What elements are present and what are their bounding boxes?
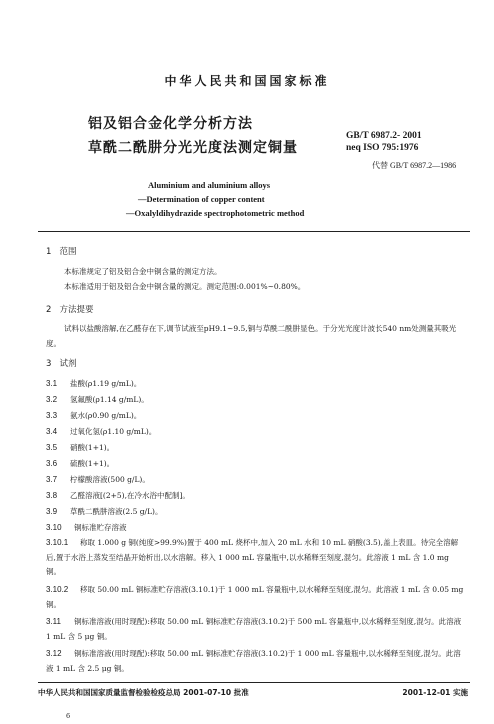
reagent-number: 3.10 (46, 523, 62, 532)
reagent-text: 过氧化氢(ρ1.10 g/mL)。 (70, 427, 157, 436)
reagent-item (46, 440, 466, 456)
section-number: 3 (46, 359, 52, 369)
chinese-title-line-1: 铝及铝合金化学分析方法 (88, 116, 253, 132)
clause-number: 3.11 (46, 617, 61, 626)
reagent-number: 3.5 (46, 443, 58, 452)
implementation-date: 2001-12-01 实施 (402, 688, 468, 697)
section-2-para-1: 试料以盐酸溶解,在乙醛存在下,调节试液至pH9.1~9.5,铜与草酰二酰肼显色。于分光光度计波长540 nm处测量其吸光度。 (46, 324, 457, 348)
reagent-number: 3.1 (46, 379, 58, 388)
clause-text: 铜标准溶液(用时现配):移取 50.00 mL 铜标准贮存溶液(3.10.2)于 1 000 mL 容量瓶中,以水稀释至刻度,混匀。此溶液 1 mL 含 2.5 μg 铜。 (46, 649, 461, 673)
clause-text: 移取 50.00 mL 铜标准贮存溶液(3.10.1)于 1 000 mL 容量瓶中,以水稀释至刻度,混匀。此溶液 1 mL 含 0.05 mg 铜。 (46, 585, 464, 609)
section-3-heading (46, 357, 77, 369)
reagent-text: 硫酸(1+1)。 (70, 459, 115, 468)
reagent-item (46, 504, 466, 520)
english-title-line-2: —Determination of copper content (138, 194, 265, 204)
chinese-title-line-2: 草酰二酰肼分光光度法测定铜量 (88, 140, 298, 156)
clause-3-11 (46, 615, 466, 644)
standard-equivalence: neq ISO 795:1976 (346, 143, 419, 153)
clause-3-10-1 (46, 536, 466, 580)
clause-3-10-2 (46, 583, 466, 612)
clause-3-12 (46, 647, 466, 676)
section-title: 试剂 (59, 359, 77, 369)
clause-number: 3.10.1 (46, 538, 69, 547)
reagent-item (46, 456, 466, 472)
reagent-item (46, 392, 466, 408)
standard-number: GB/T 6987.2- 2001 (346, 131, 422, 141)
reagent-item (46, 376, 466, 392)
reagent-item (46, 520, 466, 536)
reagent-text: 氨水(ρ0.90 g/mL)。 (70, 411, 142, 420)
section-2-heading (46, 303, 94, 315)
reagent-number: 3.4 (46, 427, 58, 436)
reagent-text: 铜标准贮存溶液 (74, 523, 127, 532)
section-number: 1 (46, 247, 52, 257)
header-divider (38, 231, 470, 232)
page-number: 6 (66, 712, 71, 720)
section-1-para-1: 本标准规定了铝及铝合金中铜含量的测定方法。 (64, 267, 222, 276)
reagent-item (46, 488, 466, 504)
english-title-line-3: —Oxalyldihydrazide spectrophotometric method (126, 208, 305, 218)
reagent-number: 3.9 (46, 507, 58, 516)
reagent-text: 乙醛溶液[(2+5),在冷水浴中配制]。 (70, 491, 190, 500)
reagent-number: 3.8 (46, 491, 58, 500)
section-1-para-2: 本标准适用于铝及铝合金中铜含量的测定。测定范围:0.001%~0.80%。 (64, 282, 306, 291)
reagent-text: 盐酸(ρ1.19 g/mL)。 (70, 379, 142, 388)
approval-statement: 中华人民共和国国家质量监督检验检疫总局 2001-07-10 批准 (38, 688, 249, 697)
clause-number: 3.12 (46, 649, 62, 658)
national-standard-heading: 中华人民共和国国家标准 (164, 74, 330, 88)
section-title: 范围 (59, 247, 77, 257)
clause-text: 铜标准溶液(用时现配):移取 50.00 mL 铜标准贮存溶液(3.10.2)于 500 mL 容量瓶中,以水稀释至刻度,混匀。此溶液 1 mL 含 5 μg 铜。 (46, 617, 462, 641)
section-1-heading (46, 245, 77, 257)
english-title-line-1: Aluminium and aluminium alloys (148, 180, 271, 190)
reagent-number: 3.2 (46, 395, 58, 404)
reagent-item (46, 424, 466, 440)
replaces-standard: 代替 GB/T 6987.2—1986 (372, 161, 457, 170)
clause-text: 称取 1.000 g 铜(纯度>99.9%)置于 400 mL 烧杯中,加入 20 mL 水和 10 mL 硝酸(3.5),盖上表皿。待完全溶解后,置于水浴上蒸发至结晶开始析出,以水溶解。移入 1 000 mL 容量瓶中,以水稀释至刻度,混匀。此溶液 1 mL 含 1.0 mg 铜。 (46, 538, 459, 576)
reagent-text: 硝酸(1+1)。 (70, 443, 115, 452)
reagent-text: 柠檬酸溶液(500 g/L)。 (70, 475, 150, 484)
reagent-number: 3.7 (46, 475, 58, 484)
section-title: 方法提要 (59, 305, 94, 315)
reagent-item (46, 472, 466, 488)
section-number: 2 (46, 305, 52, 315)
reagent-text: 草酰二酰肼溶液(2.5 g/L)。 (70, 507, 163, 516)
clause-number: 3.10.2 (46, 585, 69, 594)
reagent-number: 3.6 (46, 459, 58, 468)
reagent-item (46, 408, 466, 424)
reagent-text: 氢氟酸(ρ1.14 g/mL)。 (70, 395, 149, 404)
footer-divider (38, 682, 470, 683)
reagent-number: 3.3 (46, 411, 58, 420)
